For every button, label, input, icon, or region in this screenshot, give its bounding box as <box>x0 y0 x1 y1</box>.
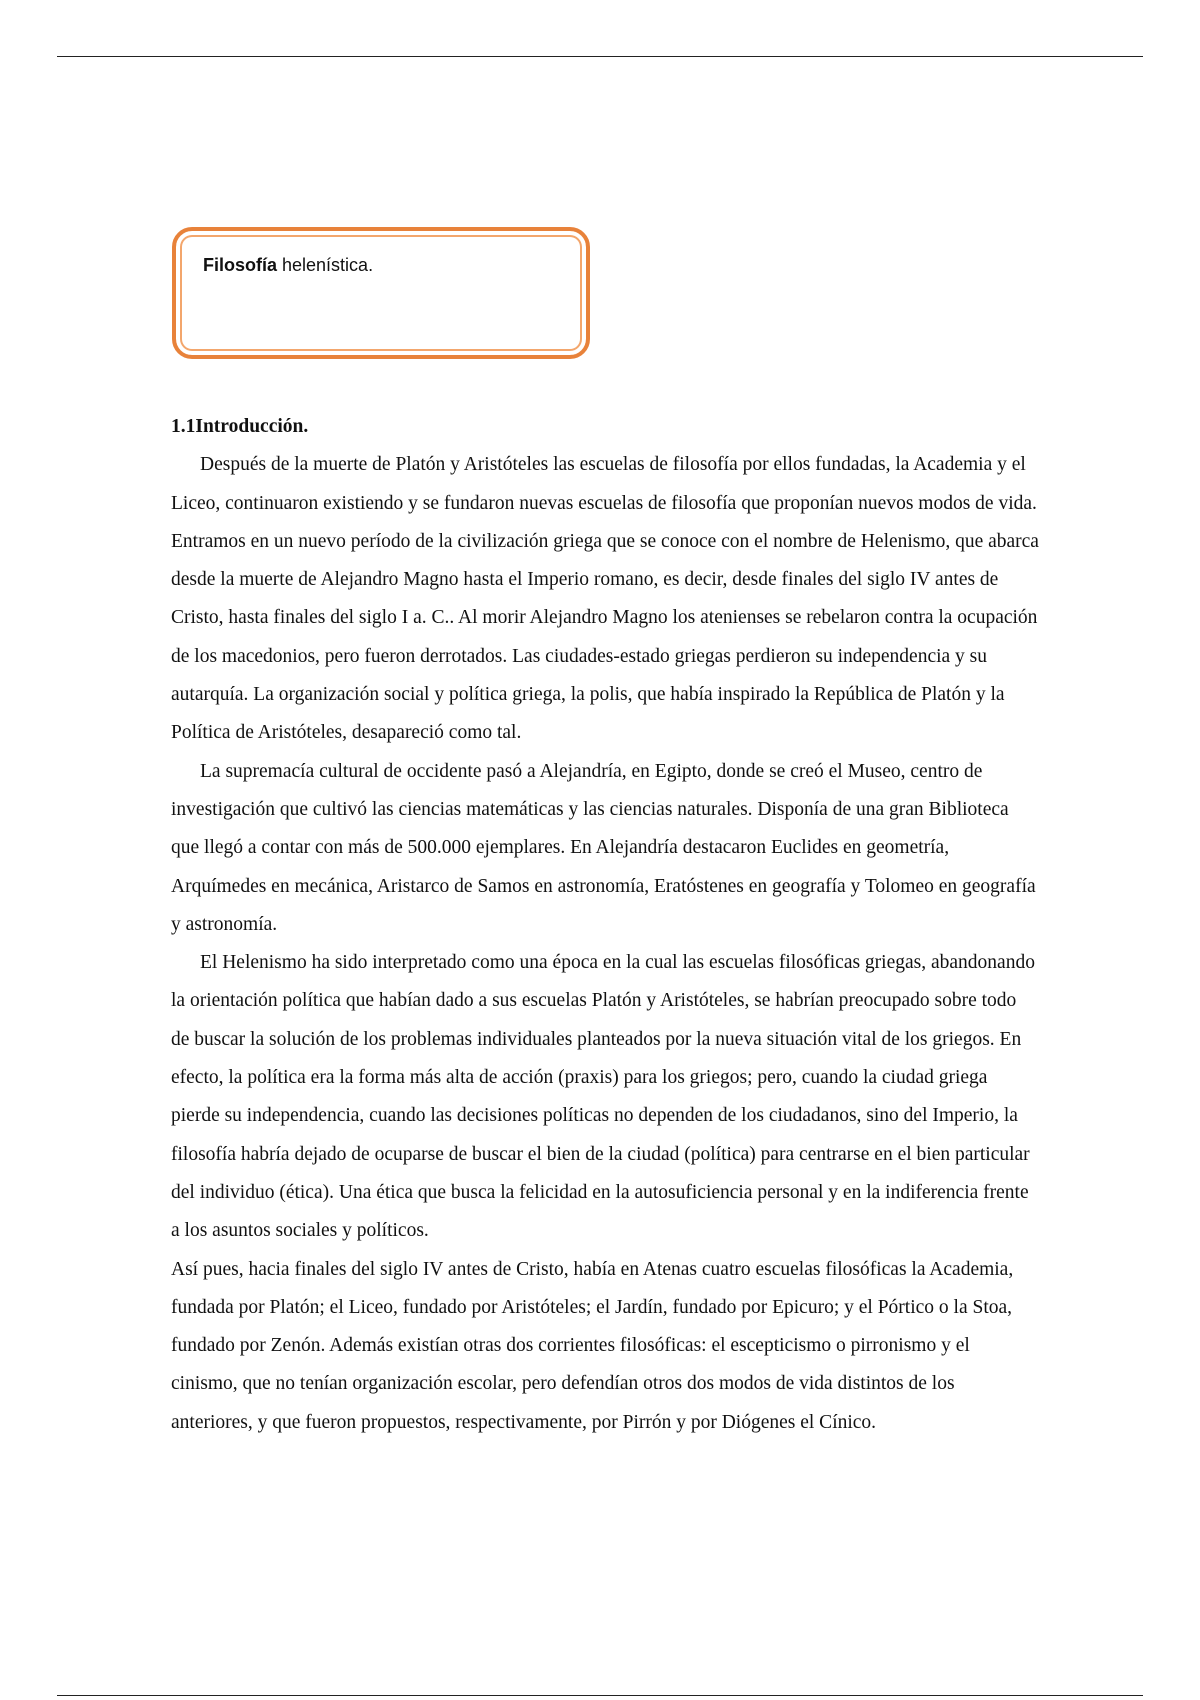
title-box <box>172 227 590 359</box>
paragraph-1: Después de la muerte de Platón y Aristóteles las escuelas de filosofía por ellos fundadas, la Academia y el Liceo, continuaron existiendo y se fundaron nuevas escuelas de filosofía que proponían nuevos modos de vida. Entramos en un nuevo período de la civilización griega que se conoce con el nombre de Helenismo, que abarca desde la muerte de Alejandro Magno hasta el Imperio romano, es decir, desde finales del siglo IV antes de Cristo, hasta finales del siglo I a. C.. Al morir Alejandro Magno los atenienses se rebelaron contra la ocupación de los macedonios, pero fueron derrotados. Las ciudades-estado griegas perdieron su independencia y su autarquía. La organización social y política griega, la polis, que había inspirado la República de Platón y la Política de Aristóteles, desapareció como tal. <box>171 454 1039 744</box>
header-rule <box>57 56 1143 57</box>
paragraph-3: El Helenismo ha sido interpretado como una época en la cual las escuelas filosóficas griegas, abandonando la orientación política que habían dado a sus escuelas Platón y Aristóteles, se habrían preocupado sobre todo de buscar la solución de los problemas individuales planteados por la nueva situación vital de los griegos. En efecto, la política era la forma más alta de acción (praxis) para los griegos; pero, cuando la ciudad griega pierde su independencia, cuando las decisiones políticas no dependen de los ciudadanos, sino del Imperio, la filosofía habría dejado de ocuparse de buscar el bien de la ciudad (política) para centrarse en el bien particular del individuo (ética). Una ética que busca la felicidad en la autosuficiencia personal y en la indiferencia frente a los asuntos sociales y políticos. <box>171 952 1035 1242</box>
paragraph-4: Así pues, hacia finales del siglo IV antes de Cristo, había en Atenas cuatro escuelas filosóficas la Academia, fundada por Platón; el Liceo, fundado por Aristóteles; el Jardín, fundado por Epicuro; y el Pórtico o la Stoa, fundado por Zenón. Además existían otras dos corrientes filosóficas: el escepticismo o pirronismo y el cinismo, que no tenían organización escolar, pero defendían otros dos modos de vida distintos de los anteriores, y que fueron propuestos, respectivamente, por Pirrón y por Diógenes el Cínico. <box>171 1258 1014 1433</box>
section-heading: 1.1Introducción. <box>171 416 309 437</box>
title-bold-word: Filosofía <box>203 255 278 275</box>
document-title <box>203 255 373 276</box>
paragraph-2: La supremacía cultural de occidente pasó a Alejandría, en Egipto, donde se creó el Museo, centro de investigación que cultivó las ciencias matemáticas y las ciencias naturales. Disponía de una gran Biblioteca que llegó a contar con más de 500.000 ejemplares. En Alejandría destacaron Euclides en geometría, Arquímedes en mecánica, Aristarco de Samos en astronomía, Eratóstenes en geografía y Tolomeo en geografía y astronomía. <box>171 760 1036 935</box>
document-body <box>171 408 1039 1442</box>
footer-rule <box>57 1695 1143 1696</box>
title-rest: helenística. <box>277 255 374 275</box>
